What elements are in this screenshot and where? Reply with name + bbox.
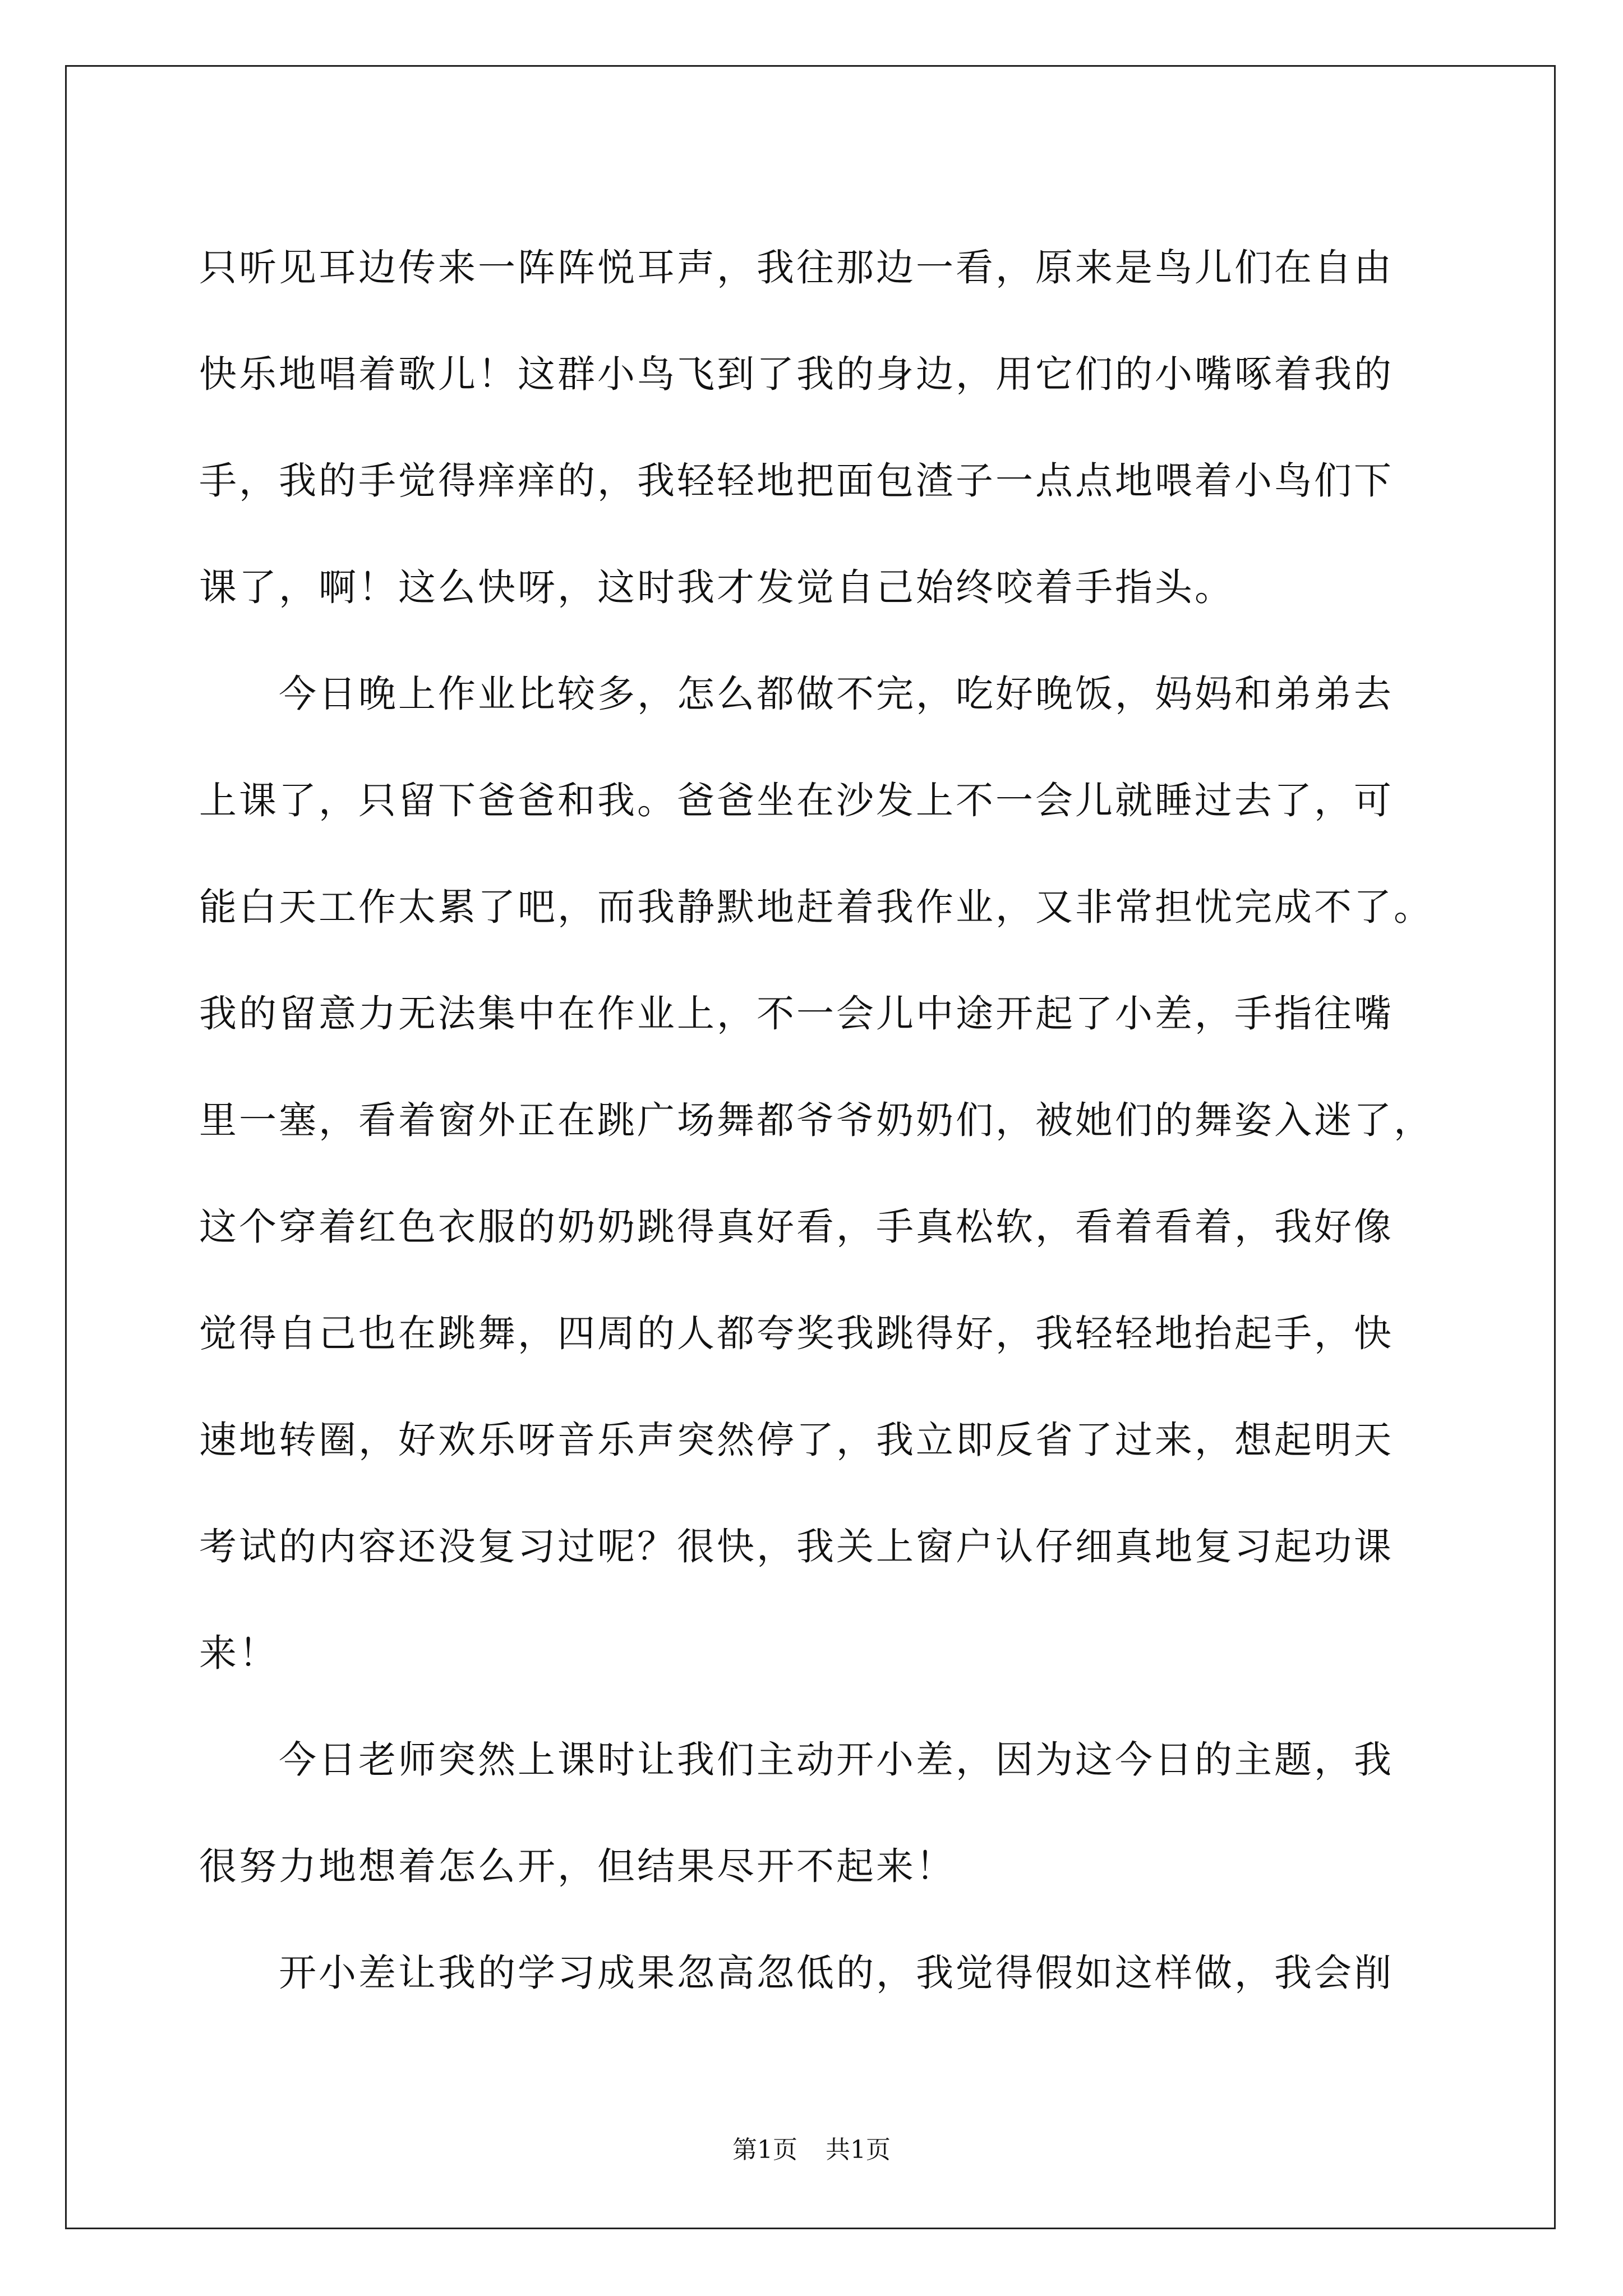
text-line: 这个穿着红色衣服的奶奶跳得真好看，手真松软，看着看着，我好像 (199, 1205, 1394, 1249)
text-line: 速地转圈，好欢乐呀音乐声突然停了，我立即反省了过来，想起明天 (199, 1418, 1394, 1462)
text-line: 很努力地想着怎么开，但结果尽开不起来！ (199, 1844, 956, 1888)
document-body (199, 214, 1455, 2026)
page-number: 第1页 (732, 2136, 797, 2164)
text-line: 来！ (199, 1631, 279, 1675)
text-line: 觉得自己也在跳舞，四周的人都夸奖我跳得好，我轻轻地抬起手，快 (199, 1312, 1394, 1355)
text-line: 课了，啊！这么快呀，这时我才发觉自己始终咬着手指头。 (199, 565, 1234, 609)
text-line: 里一塞，看着窗外正在跳广场舞都爷爷奶奶们，被她们的舞姿入迷了， (199, 1098, 1433, 1142)
text-line: 手，我的手觉得痒痒的，我轻轻地把面包渣子一点点地喂着小鸟们下 (199, 459, 1394, 503)
text-line: 能白天工作太累了吧，而我静默地赶着我作业，又非常担忧完成不了。 (199, 885, 1433, 929)
page-total: 共1页 (826, 2136, 891, 2164)
page-footer (0, 2133, 1623, 2167)
text-line: 快乐地唱着歌儿！这群小鸟飞到了我的身边，用它们的小嘴啄着我的 (199, 352, 1394, 396)
text-line: 今日老师突然上课时让我们主动开小差，因为这今日的主题，我 (199, 1738, 1394, 1782)
text-line: 开小差让我的学习成果忽高忽低的，我觉得假如这样做，我会削 (199, 1951, 1394, 1995)
text-line: 只听见耳边传来一阵阵悦耳声，我往那边一看，原来是鸟儿们在自由 (199, 246, 1394, 289)
text-line: 上课了，只留下爸爸和我。爸爸坐在沙发上不一会儿就睡过去了，可 (199, 779, 1394, 822)
text-line: 今日晚上作业比较多，怎么都做不完，吃好晚饭，妈妈和弟弟去 (199, 672, 1394, 716)
text-line: 我的留意力无法集中在作业上，不一会儿中途开起了小差，手指往嘴 (199, 992, 1394, 1036)
text-line: 考试的内容还没复习过呢？很快，我关上窗户认仔细真地复习起功课 (199, 1525, 1394, 1568)
